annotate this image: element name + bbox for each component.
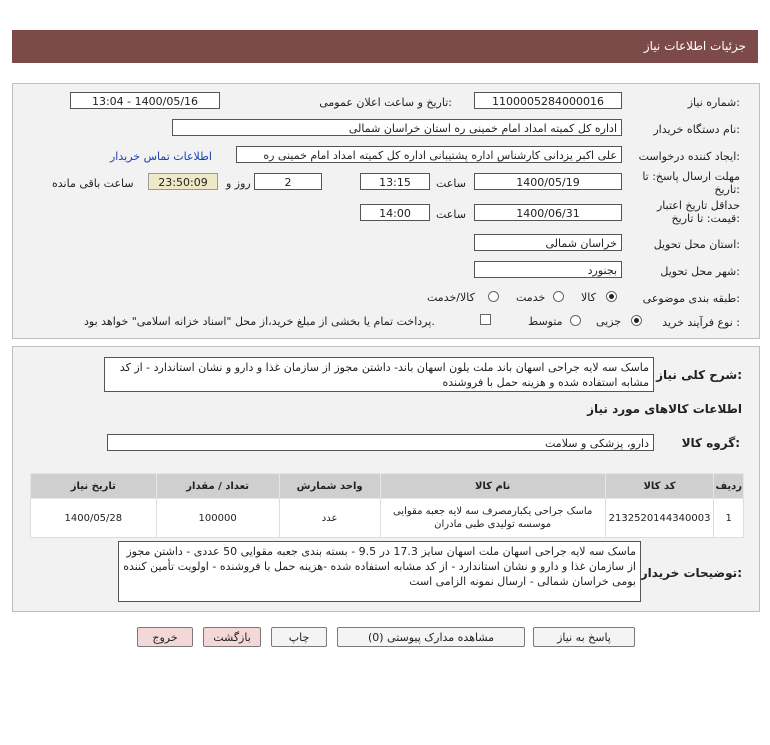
page-title-bar bbox=[12, 30, 758, 63]
purchase-medium-radio[interactable] bbox=[570, 315, 581, 326]
buyer-contact-link[interactable]: اطلاعات تماس خریدار bbox=[110, 150, 212, 163]
buyer-org-field: اداره کل کمیته امداد امام خمینی ره استان خراسان شمالی bbox=[172, 119, 622, 136]
category-label: طبقه بندی موضوعی: bbox=[642, 292, 740, 305]
exit-button[interactable]: خروج bbox=[137, 627, 193, 647]
goods-table-header bbox=[31, 474, 744, 499]
reply-button[interactable]: پاسخ به نیاز bbox=[533, 627, 635, 647]
goods-info-title: اطلاعات کالاهای مورد نیاز bbox=[587, 402, 742, 416]
announce-datetime-field: 1400/05/16 - 13:04 bbox=[70, 92, 220, 109]
province-label: استان محل تحویل: bbox=[653, 238, 740, 251]
remaining-time: 23:50:09 bbox=[148, 173, 218, 190]
goods-name-cell: ماسک جراحی یکبارمصرف سه لایه جعبه مقوایی موسسه تولیدی طبی مادران bbox=[380, 499, 605, 538]
need-number-field: 1100005284000016 bbox=[474, 92, 622, 109]
treasury-bonds-note: پرداخت تمام یا بخشی از مبلغ خرید،از محل "اسناد خزانه اسلامی" خواهد بود. bbox=[84, 315, 435, 328]
col-name-header: نام کالا bbox=[380, 474, 605, 499]
city-label: شهر محل تحویل: bbox=[660, 265, 740, 278]
announce-datetime-label: تاریخ و ساعت اعلان عمومی: bbox=[319, 96, 452, 109]
goods-code-cell: 2132520144340003 bbox=[605, 499, 714, 538]
goods-group-label: گروه کالا: bbox=[681, 436, 740, 450]
requester-field: علی اکبر یزدانی کارشناس اداره پشتیبانی اداره کل کمیته امداد امام خمینی ره bbox=[236, 146, 622, 163]
category-goods-service-label: کالا/خدمت bbox=[427, 291, 475, 304]
buyer-notes-label: توضیحات خریدار: bbox=[640, 566, 742, 580]
col-unit-header: واحد شمارش bbox=[279, 474, 380, 499]
buyer-org-label: نام دستگاه خریدار: bbox=[653, 123, 740, 136]
category-goods-service-radio[interactable] bbox=[488, 291, 499, 302]
goods-group-field: دارو، پزشکی و سلامت bbox=[107, 434, 654, 451]
back-button[interactable]: بازگشت bbox=[203, 627, 261, 647]
col-code-header: کد کالا bbox=[605, 474, 714, 499]
price-validity-time: 14:00 bbox=[360, 204, 430, 221]
province-field: خراسان شمالی bbox=[474, 234, 622, 251]
col-date-header: تاریخ نیاز bbox=[31, 474, 157, 499]
days-label: روز و bbox=[226, 177, 251, 190]
purchase-minor-radio[interactable] bbox=[631, 315, 642, 326]
reply-deadline-date: 1400/05/19 bbox=[474, 173, 622, 190]
col-row-header: ردیف bbox=[714, 474, 744, 499]
reply-deadline-label: مهلت ارسال پاسخ: تا تاریخ: bbox=[642, 170, 740, 196]
print-button[interactable]: چاپ bbox=[271, 627, 327, 647]
treasury-bonds-checkbox[interactable] bbox=[480, 314, 491, 325]
purchase-minor-label: جزیی bbox=[596, 315, 622, 328]
remaining-time-label: ساعت باقی مانده bbox=[52, 177, 134, 190]
category-goods-label: کالا bbox=[581, 291, 596, 304]
reply-deadline-days: 2 bbox=[254, 173, 322, 190]
description-label: شرح کلی نیاز: bbox=[656, 368, 742, 382]
requester-label: ایجاد کننده درخواست: bbox=[638, 150, 740, 163]
price-validity-label: حداقل تاریخ اعتبار قیمت: تا تاریخ: bbox=[656, 199, 740, 225]
price-validity-time-label: ساعت bbox=[436, 208, 466, 221]
purchase-medium-label: متوسط bbox=[528, 315, 563, 328]
quantity-cell: 100000 bbox=[156, 499, 279, 538]
city-field: بجنورد bbox=[474, 261, 622, 278]
category-service-radio[interactable] bbox=[553, 291, 564, 302]
table-row bbox=[31, 499, 744, 538]
row-number-cell: 1 bbox=[714, 499, 744, 538]
reply-deadline-time-label: ساعت bbox=[436, 177, 466, 190]
buyer-notes-field: ماسک سه لایه جراحی اسهان ملت اسهان سایز 17.3 در 9.5 - بسته بندی جعبه مقوایی 50 عددی - داشتن مجوز از سازمان غذا و دارو و نشان استاندارد - از کد مشابه استفاده شده -هزینه حمل با فروشنده - اولویت تأمین کننده بومی خراسان شمالی - ارسال نمونه الزامی است bbox=[118, 541, 641, 602]
need-date-cell: 1400/05/28 bbox=[31, 499, 157, 538]
reply-deadline-time: 13:15 bbox=[360, 173, 430, 190]
unit-cell: عدد bbox=[279, 499, 380, 538]
page-title: جزئیات اطلاعات نیاز bbox=[643, 39, 746, 53]
category-goods-radio[interactable] bbox=[606, 291, 617, 302]
attachments-button[interactable]: مشاهده مدارک پیوستی (0) bbox=[337, 627, 525, 647]
description-field: ماسک سه لایه جراحی اسهان باند ملت یلون اسهان باند- داشتن مجوز از سازمان غذا و دارو و نشان استاندارد - از کد مشابه استفاده شده و هزینه حمل با فروشنده bbox=[104, 357, 654, 392]
goods-table bbox=[30, 473, 744, 538]
price-validity-date: 1400/06/31 bbox=[474, 204, 622, 221]
purchase-type-label: نوع فرآیند خرید : bbox=[662, 316, 740, 329]
category-service-label: خدمت bbox=[516, 291, 546, 304]
col-qty-header: تعداد / مقدار bbox=[156, 474, 279, 499]
need-number-label: شماره نیاز: bbox=[687, 96, 740, 109]
